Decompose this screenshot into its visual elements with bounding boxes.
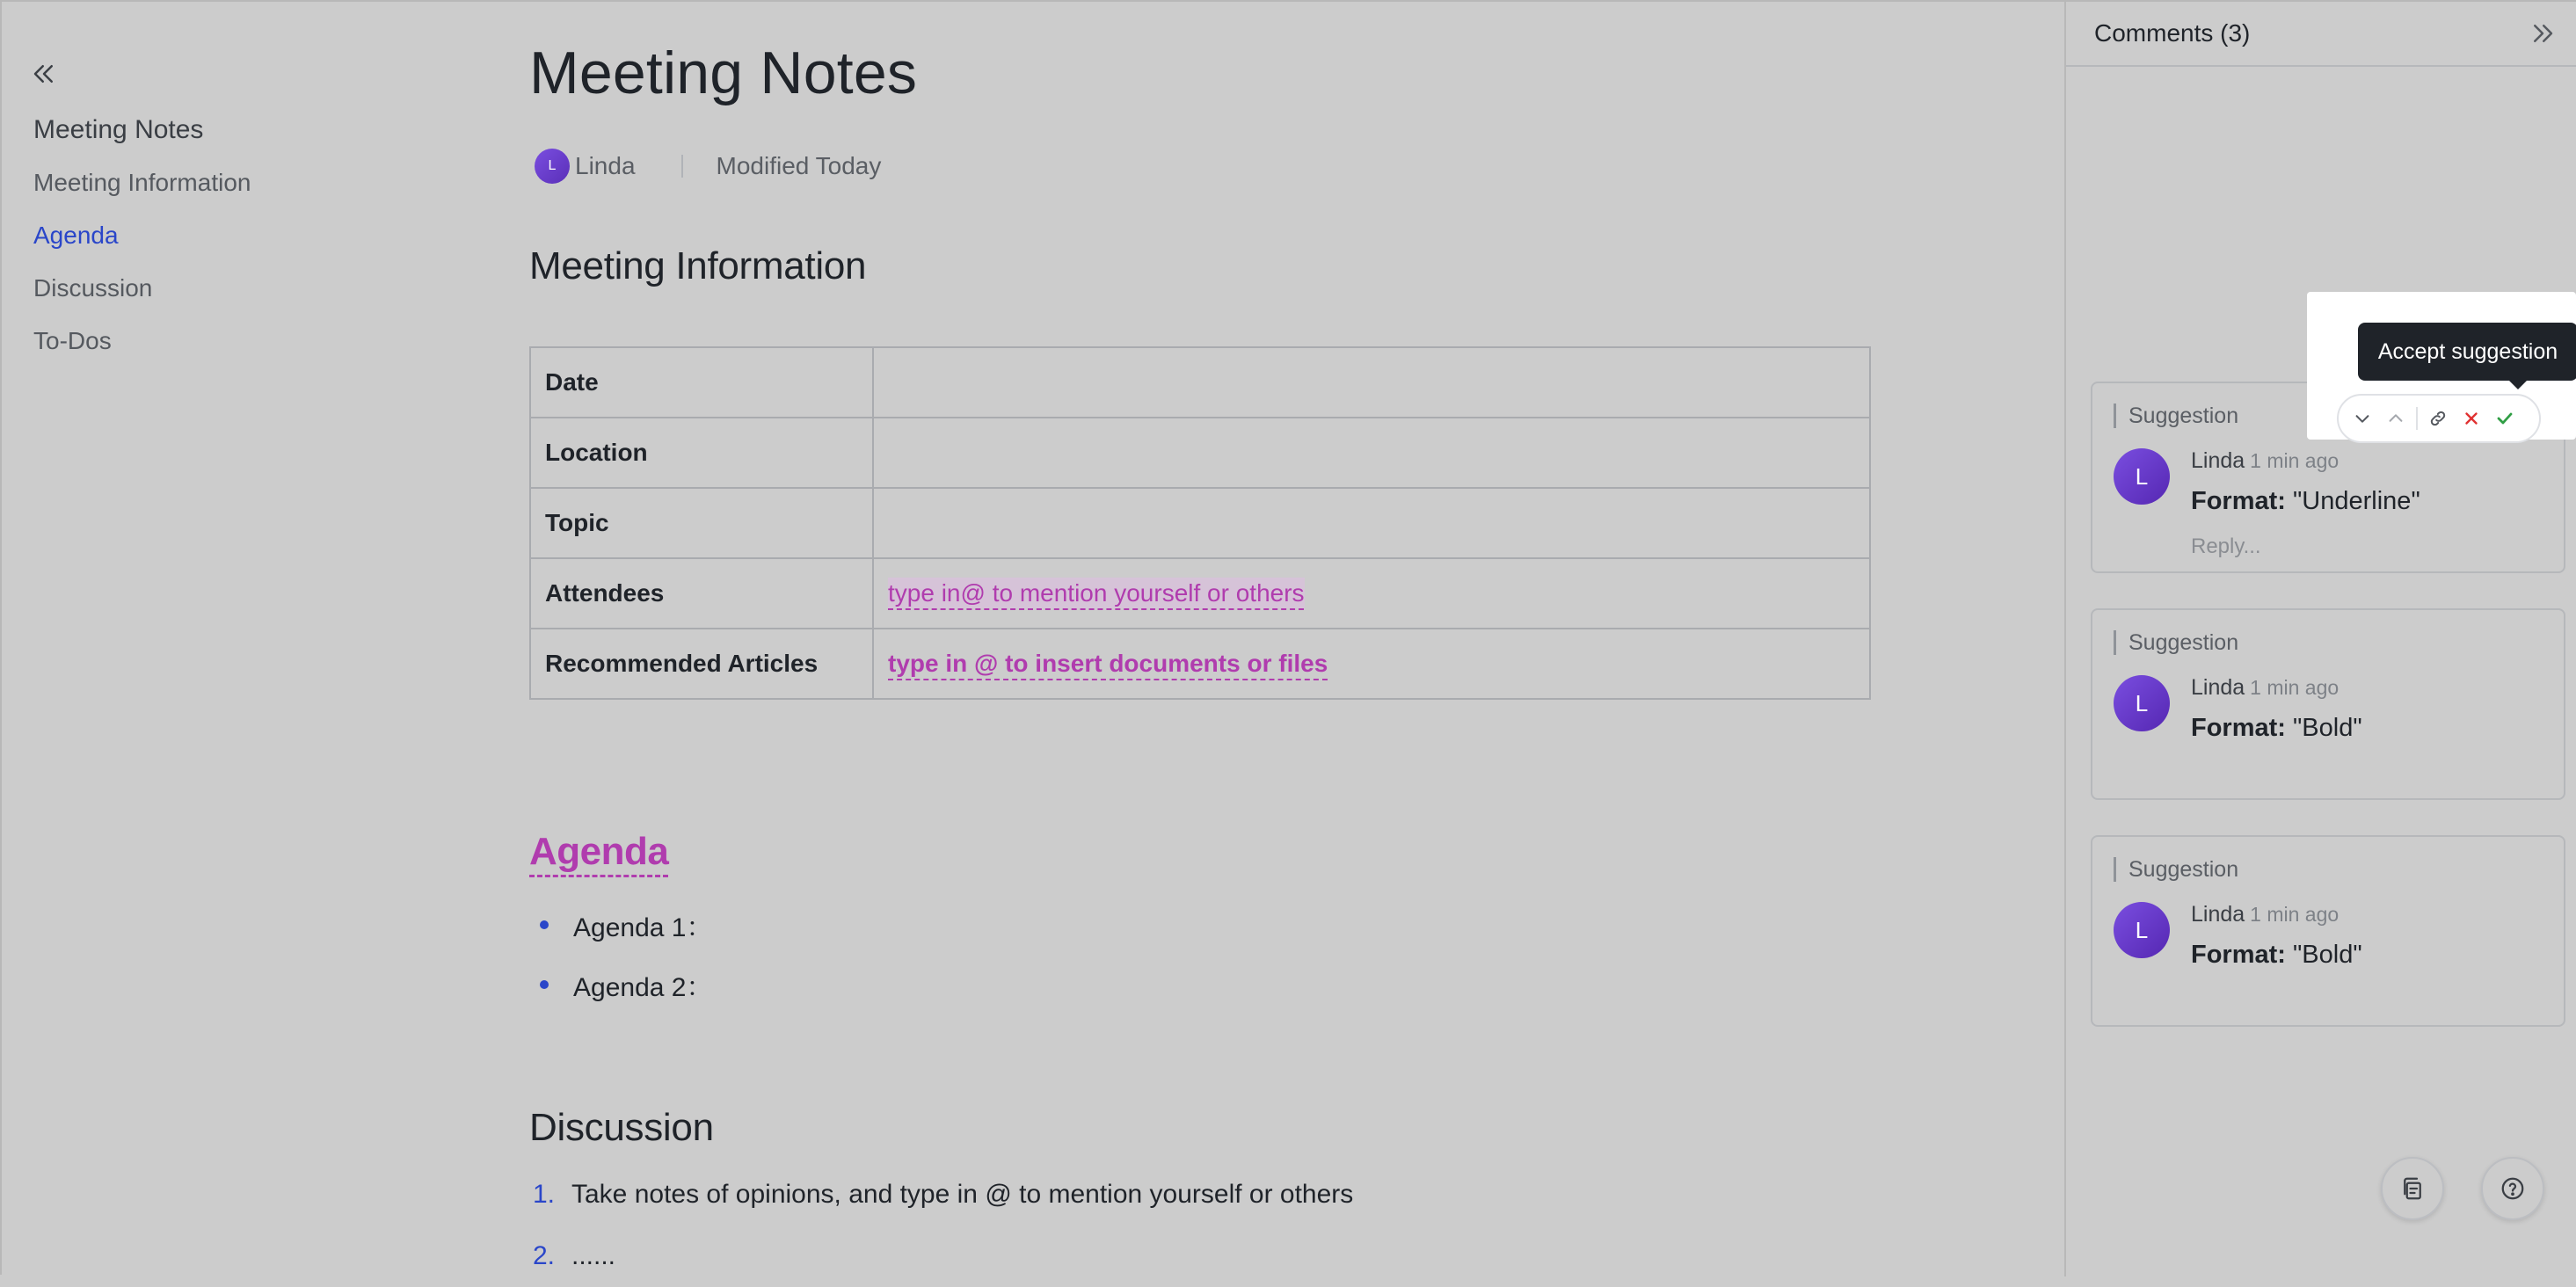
suggestion-actions-toolbar [2337,394,2541,443]
table-row [530,629,1870,699]
comment-time: 1 min ago [2250,903,2340,926]
next-suggestion-button[interactable] [2346,402,2379,435]
document-copy-button[interactable] [2381,1157,2444,1220]
author-name[interactable]: Linda [2191,448,2245,473]
accept-suggestion-button[interactable] [2488,402,2521,435]
list-item[interactable] [529,895,712,955]
meeting-info-table [529,346,1871,700]
suggestion-format [2191,487,2420,516]
page-title[interactable]: Meeting Notes [529,40,918,106]
outline-item-meeting-information[interactable]: Meeting Information [33,169,251,196]
collapse-outline-button[interactable] [28,58,60,90]
link-icon [2428,409,2448,428]
avatar[interactable]: L [535,149,570,184]
label-bar [2114,404,2116,428]
discussion-list [529,1164,1353,1287]
table-cell-value[interactable] [873,629,1870,699]
list-item[interactable] [529,1164,1353,1225]
modified-status: Modified Today [716,152,882,179]
table-cell-key[interactable]: Recommended Articles [530,629,873,699]
document-outline [33,104,403,367]
suggested-bold-text[interactable]: type in @ to insert documents or files [888,650,1328,677]
chevron-up-icon [2386,409,2405,428]
copy-link-button[interactable] [2421,402,2455,435]
check-icon [2494,408,2515,429]
list-item[interactable] [529,955,712,1014]
suggestion-card[interactable] [2091,835,2565,1027]
double-chevron-left-icon [31,61,57,87]
comment-time: 1 min ago [2250,676,2340,699]
table-row [530,488,1870,558]
accept-suggestion-tooltip: Accept suggestion [2358,323,2576,381]
meta-divider [681,155,683,178]
outline-item-discussion[interactable]: Discussion [33,274,153,302]
double-chevron-right-icon [2529,20,2556,47]
table-row [530,418,1870,488]
list-number: 2. [533,1241,556,1270]
suggestion-format [2191,714,2362,743]
document-meta [535,147,881,185]
author-name[interactable]: Linda [575,152,636,179]
avatar[interactable]: L [2114,675,2170,731]
format-value: "Underline" [2293,487,2420,515]
list-item-text: Agenda 2： [573,973,713,1002]
chevron-down-icon [2353,409,2372,428]
list-item-text: ...... [571,1241,616,1270]
heading-agenda[interactable]: Agenda [529,830,669,873]
comments-title: Comments (3) [2094,19,2251,47]
bullet-icon [540,920,549,929]
comment-author [2191,902,2339,927]
outline-item-to-dos[interactable]: To-Dos [33,327,112,354]
card-label [2114,856,2238,883]
comment-author [2191,675,2339,701]
bullet-icon [540,980,549,989]
prev-suggestion-button[interactable] [2379,402,2412,435]
collapse-comments-button[interactable] [2527,18,2558,49]
toolbar-divider [2416,407,2418,430]
help-icon [2500,1175,2526,1202]
format-key: Format: [2191,487,2286,515]
format-value: "Bold" [2293,941,2362,969]
agenda-list [529,895,712,1014]
format-key: Format: [2191,941,2286,969]
label-bar [2114,630,2116,655]
reply-input[interactable]: Reply... [2191,534,2261,558]
card-label [2114,403,2238,429]
reject-suggestion-button[interactable] [2455,402,2488,435]
comment-author [2191,448,2339,474]
table-cell-key[interactable]: Attendees [530,558,873,629]
table-row [530,347,1870,418]
heading-discussion[interactable]: Discussion [529,1106,714,1149]
table-cell-key[interactable]: Date [530,347,873,418]
comment-time: 1 min ago [2250,449,2340,472]
table-cell-value[interactable] [873,558,1870,629]
heading-meeting-information[interactable]: Meeting Information [529,244,867,287]
outline-item-agenda[interactable]: Agenda [33,222,119,249]
table-row [530,558,1870,629]
card-label [2114,629,2238,656]
card-label-text: Suggestion [2128,403,2239,428]
outline-item-meeting-notes[interactable]: Meeting Notes [33,115,204,144]
avatar[interactable]: L [2114,448,2170,505]
format-key: Format: [2191,714,2286,742]
card-label-text: Suggestion [2128,856,2239,882]
card-label-text: Suggestion [2128,629,2239,655]
suggestion-format [2191,941,2362,970]
comments-header [2066,2,2576,67]
table-cell-value[interactable] [873,418,1870,488]
table-cell-key[interactable]: Location [530,418,873,488]
avatar[interactable]: L [2114,902,2170,958]
list-item-text: Agenda 1： [573,913,713,942]
close-icon [2462,409,2481,428]
author-name[interactable]: Linda [2191,675,2245,700]
comments-panel [2064,2,2576,1276]
author-name[interactable]: Linda [2191,902,2245,927]
label-bar [2114,857,2116,882]
list-item-text: Take notes of opinions, and type in @ to mention yourself or others [571,1180,1354,1209]
help-button[interactable] [2481,1157,2544,1220]
format-value: "Bold" [2293,714,2362,742]
suggestion-card[interactable] [2091,608,2565,800]
table-cell-key[interactable]: Topic [530,488,873,558]
document-copy-icon [2399,1175,2426,1202]
list-item[interactable] [529,1225,1353,1287]
list-number: 1. [533,1180,556,1209]
suggested-underline-text[interactable]: type in@ to mention yourself or others [888,579,1305,607]
table-cell-value[interactable] [873,347,1870,418]
table-cell-value[interactable] [873,488,1870,558]
